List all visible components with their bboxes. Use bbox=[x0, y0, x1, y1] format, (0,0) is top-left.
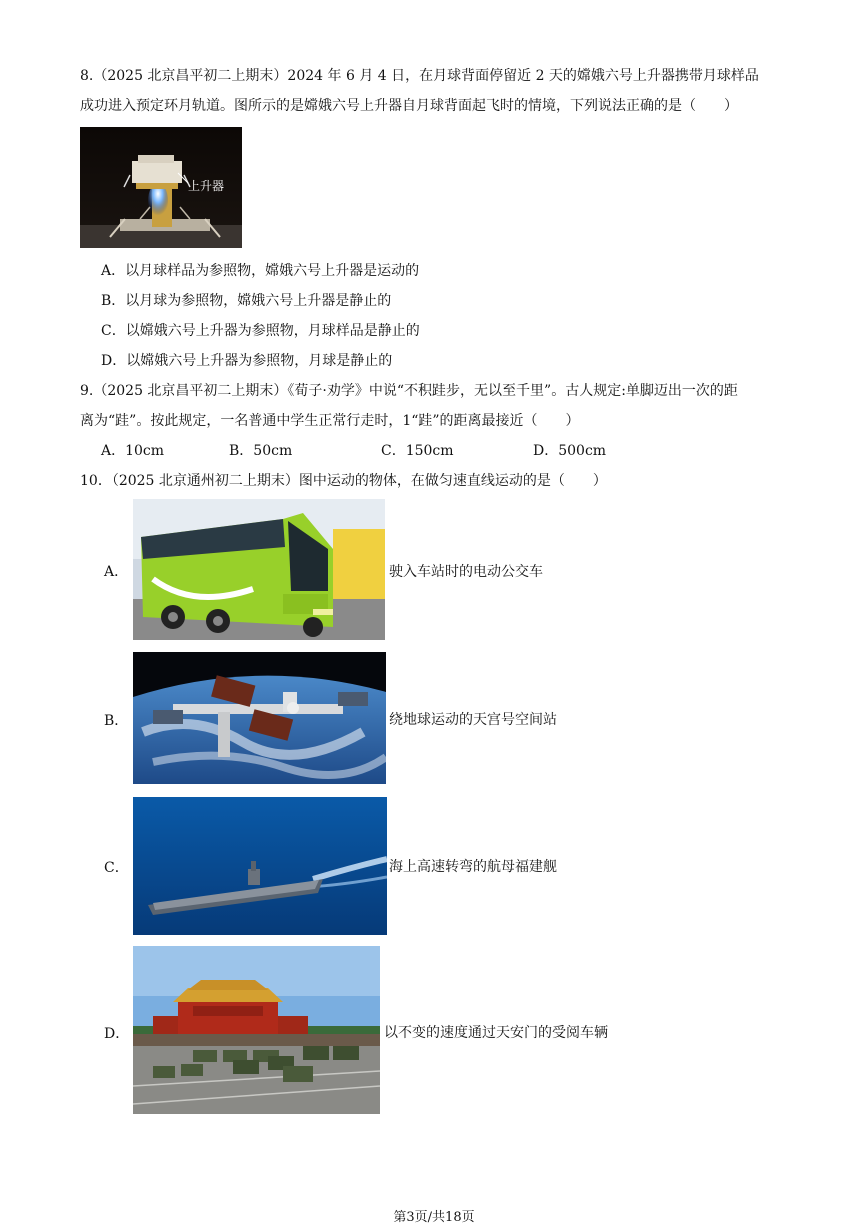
space-station-image bbox=[133, 652, 386, 784]
q10-option-a-letter: A． bbox=[104, 564, 129, 580]
q10-option-d-caption: 以不变的速度通过天安门的受阅车辆 bbox=[384, 1025, 608, 1041]
q8-option-b: B．以月球为参照物，嫦娥六号上升器是静止的 bbox=[101, 293, 392, 309]
q9-option-a: A．10cm bbox=[101, 443, 165, 459]
q10-option-c-caption: 海上高速转弯的航母福建舰 bbox=[389, 859, 557, 875]
tiananmen-parade-image bbox=[133, 946, 380, 1114]
ascender-label: 上升器 bbox=[188, 179, 225, 193]
page-footer: 第3页/共18页 bbox=[393, 1210, 475, 1225]
electric-bus-image bbox=[133, 499, 385, 640]
q10-option-b-letter: B． bbox=[104, 713, 129, 729]
q10-line1: 10．（2025 北京通州初二上期末）图中运动的物体，在做匀速直线运动的是（ ） bbox=[80, 473, 607, 489]
q8-option-c: C．以嫦娥六号上升器为参照物，月球样品是静止的 bbox=[101, 323, 420, 339]
q8-option-d: D．以嫦娥六号上升器为参照物，月球是静止的 bbox=[101, 353, 393, 369]
q8-line1: 8.（2025 北京昌平初二上期末）2024 年 6 月 4 日，在月球背面停留近 2 天的嫦娥六号上升器携带月球样品 bbox=[80, 68, 759, 84]
q10-option-b-caption: 绕地球运动的天宫号空间站 bbox=[389, 712, 557, 728]
q10-option-a-caption: 驶入车站时的电动公交车 bbox=[389, 564, 543, 580]
q8-option-a: A．以月球样品为参照物，嫦娥六号上升器是运动的 bbox=[101, 263, 420, 279]
q9-option-d: D．500cm bbox=[533, 443, 607, 459]
lunar-ascender-image bbox=[80, 127, 242, 248]
q10-option-c-letter: C． bbox=[104, 860, 129, 876]
aircraft-carrier-image bbox=[133, 797, 387, 935]
q9-line1: 9.（2025 北京昌平初二上期末）《荀子·劝学》中说“不积跬步，无以至千里”。古人规定:单脚迈出一次的距 bbox=[80, 383, 738, 399]
q9-line2: 离为“跬”。按此规定，一名普通中学生正常行走时，1“跬”的距离最接近（ ） bbox=[80, 413, 580, 429]
q9-option-c: C．150cm bbox=[381, 443, 454, 459]
q9-option-b: B．50cm bbox=[229, 443, 293, 459]
q8-line2: 成功进入预定环月轨道。图所示的是嫦娥六号上升器自月球背面起飞时的情境，下列说法正确的是（ ） bbox=[80, 98, 738, 114]
q10-option-d-letter: D． bbox=[104, 1026, 130, 1042]
